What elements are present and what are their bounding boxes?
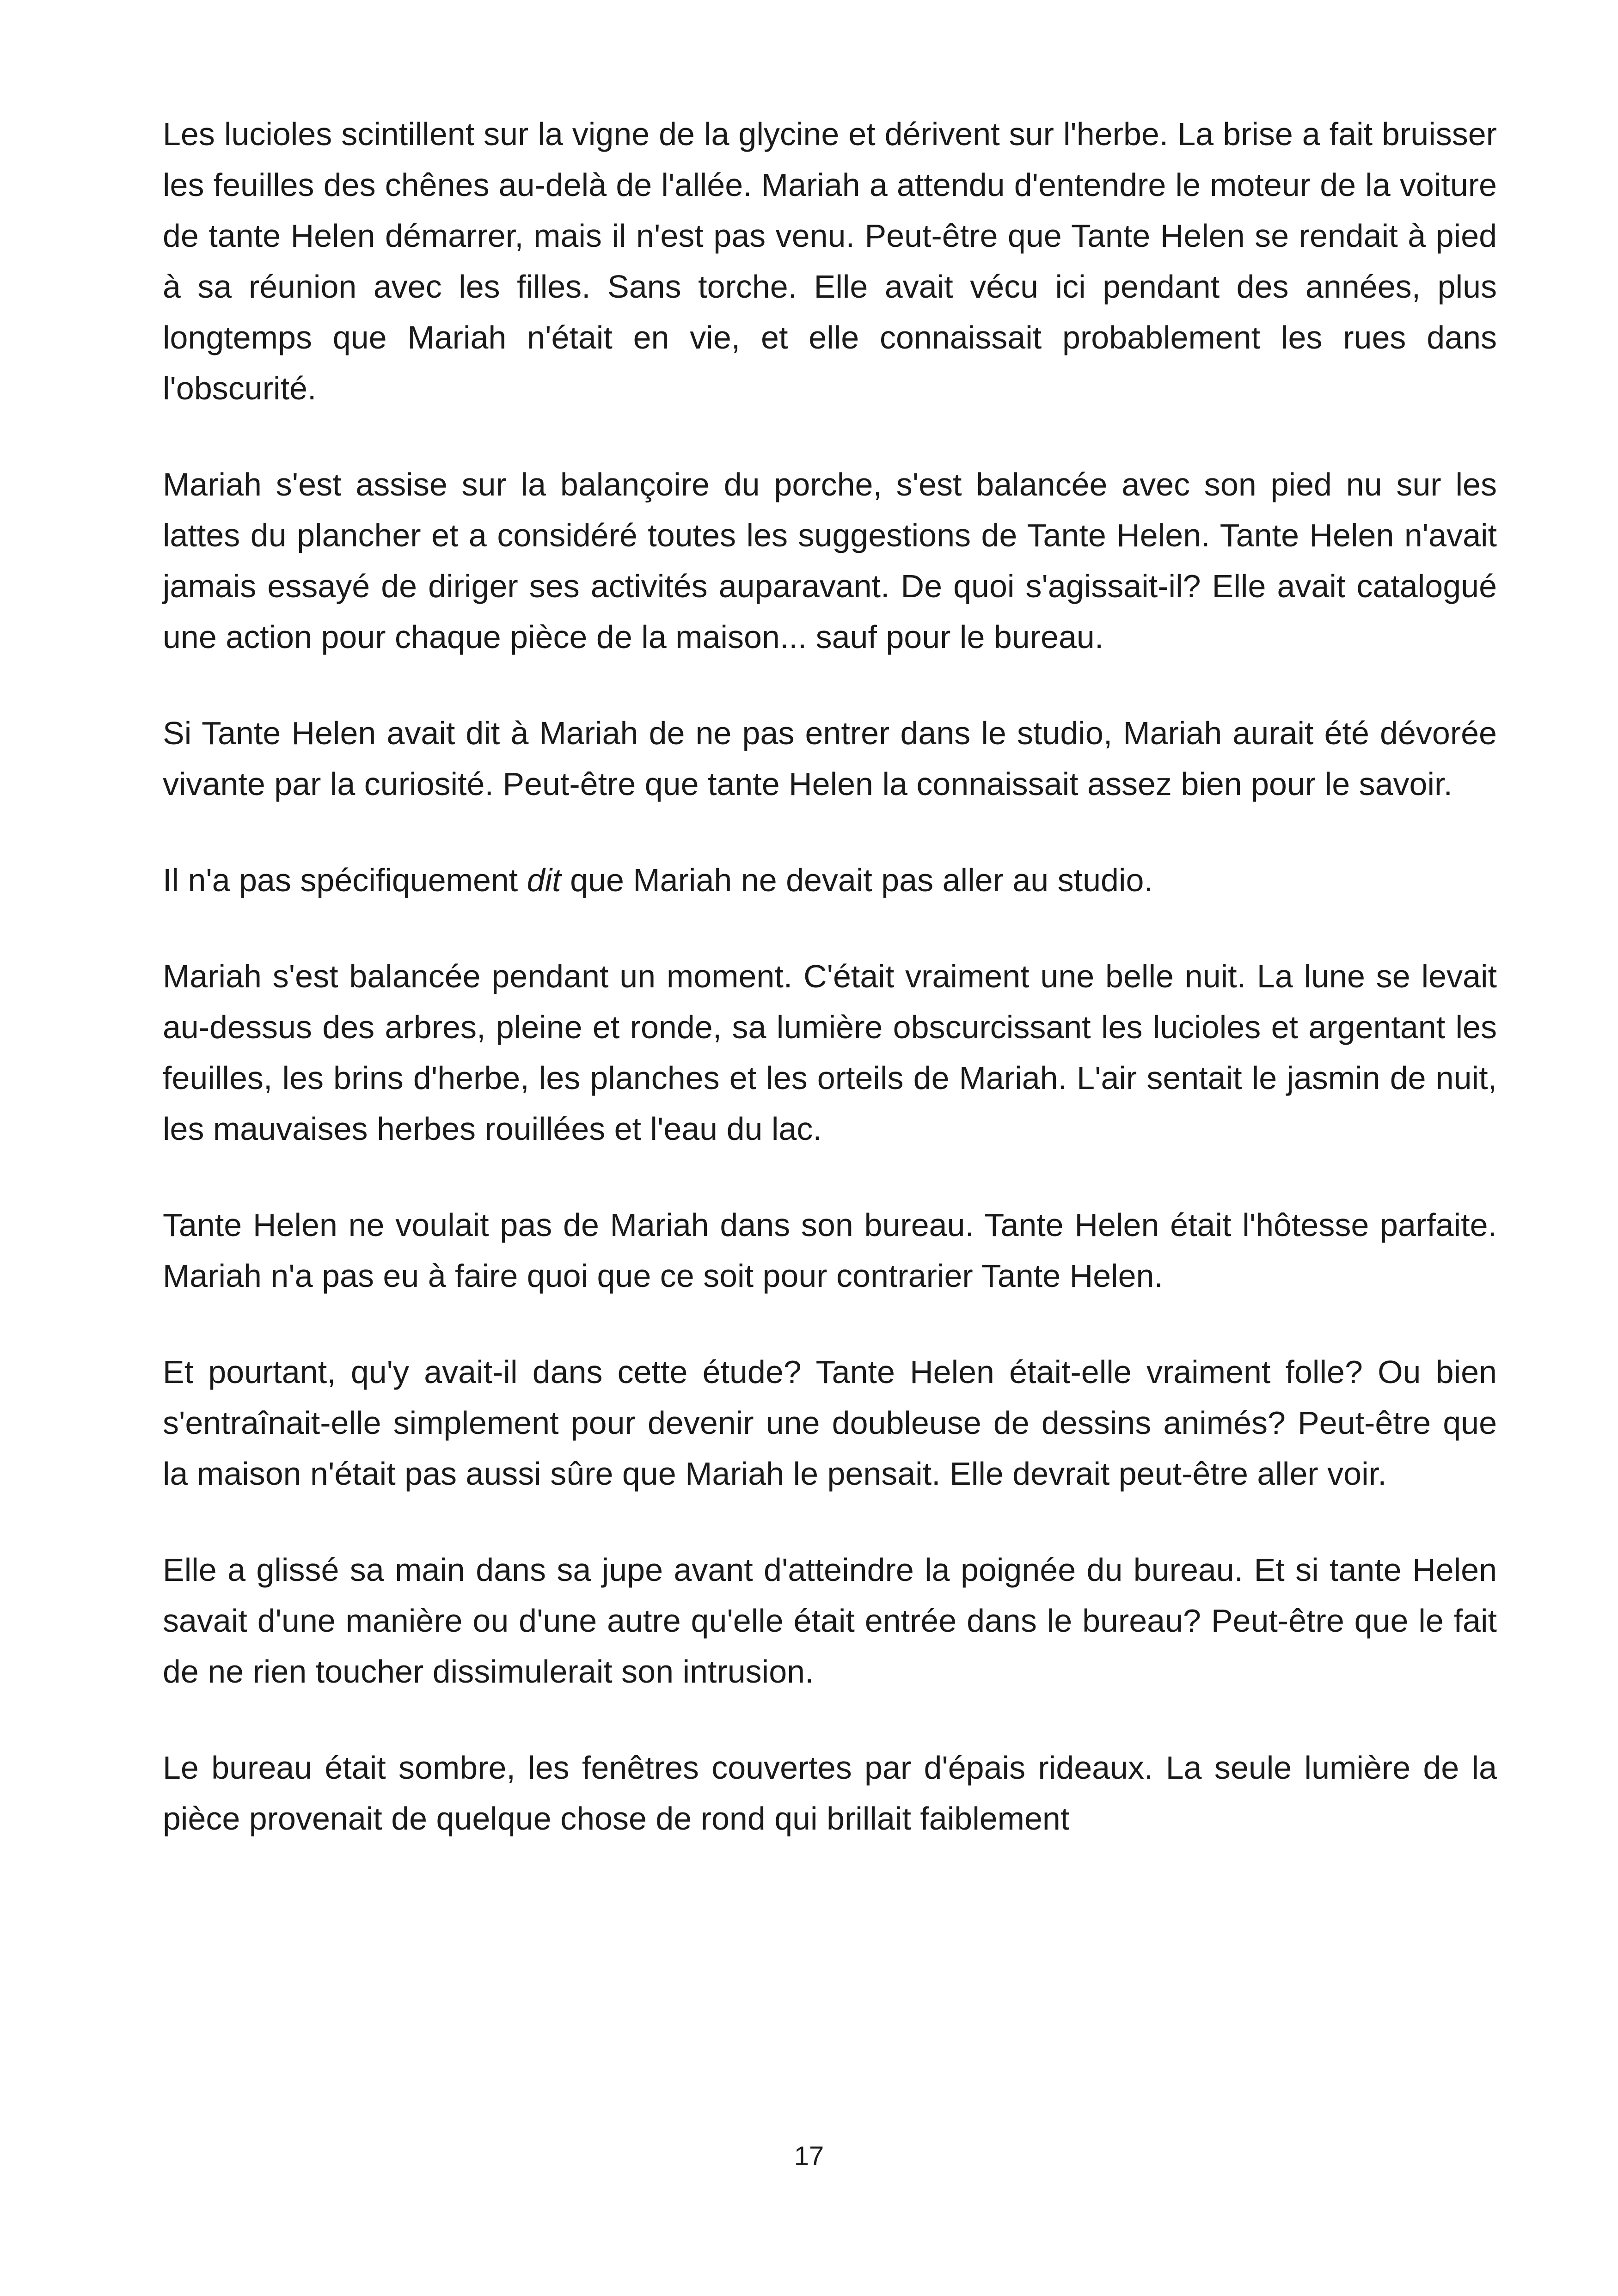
- paragraph-night: Mariah s'est balancée pendant un moment. C'était vraiment une belle nuit. La lune se levait au-dessus des arbres, pleine et ronde, sa lumière obscurcissant les lucioles et argentant les feuilles, les brins d'herbe, les planches et les orteils de Mariah. L'air sentait le jasmin de nuit, les mauvaises herbes rouillées et l'eau du lac.: [163, 958, 1497, 1147]
- paragraph-porch-swing: Mariah s'est assise sur la balançoire du porche, s'est balancée avec son pied nu sur les lattes du plancher et a considéré toutes les suggestions de Tante Helen. Tante Helen n'avait jamais essayé de diriger ses activités auparavant. De quoi s'agissait-il? Elle avait catalogué une action pour chaque pièce de la maison... sauf pour le bureau.: [163, 466, 1497, 655]
- paragraph-fireflies: Les lucioles scintillent sur la vigne de la glycine et dérivent sur l'herbe. La brise a fait bruisser les feuilles des chênes au-delà de l'allée. Mariah a attendu d'entendre le moteur de la voiture de tante Helen démarrer, mais il n'est pas venu. Peut-être que Tante Helen se rendait à pied à sa réunion avec les filles. Sans torche. Elle avait vécu ici pendant des années, plus longtemps que Mariah n'était en vie, et elle connaissait probablement les rues dans l'obscurité.: [163, 116, 1497, 406]
- page-number: 17: [794, 2141, 824, 2171]
- paragraph-not-said-before: Il n'a pas spécifiquement: [163, 862, 527, 898]
- paragraph-curiosity: Si Tante Helen avait dit à Mariah de ne pas entrer dans le studio, Mariah aurait été dévorée vivante par la curiosité. Peut-être que tante Helen la connaissait assez bien pour le savoir.: [163, 715, 1497, 802]
- paragraph-hostess: Tante Helen ne voulait pas de Mariah dans son bureau. Tante Helen était l'hôtesse parfaite. Mariah n'a pas eu à faire quoi que ce soit pour contrarier Tante Helen.: [163, 1207, 1497, 1294]
- document-page: [163, 109, 1497, 1844]
- paragraph-dark-study: Le bureau était sombre, les fenêtres couvertes par d'épais rideaux. La seule lumière de la pièce provenait de quelque chose de rond qui brillait faiblement: [163, 1750, 1497, 1837]
- paragraph-not-said: [163, 855, 1497, 906]
- paragraph-not-said-emphasis: dit: [527, 862, 561, 898]
- paragraph-not-said-after: que Mariah ne devait pas aller au studio.: [561, 862, 1153, 898]
- paragraph-door-handle: Elle a glissé sa main dans sa jupe avant d'atteindre la poignée du bureau. Et si tante Helen savait d'une manière ou d'une autre qu'elle était entrée dans le bureau? Peut-être que le fait de ne rien toucher dissimulerait son intrusion.: [163, 1552, 1497, 1690]
- paragraph-study-question: Et pourtant, qu'y avait-il dans cette étude? Tante Helen était-elle vraiment folle? Ou bien s'entraînait-elle simplement pour devenir une doubleuse de dessins animés? Peut-être que la maison n'était pas aussi sûre que Mariah le pensait. Elle devrait peut-être aller voir.: [163, 1354, 1497, 1492]
